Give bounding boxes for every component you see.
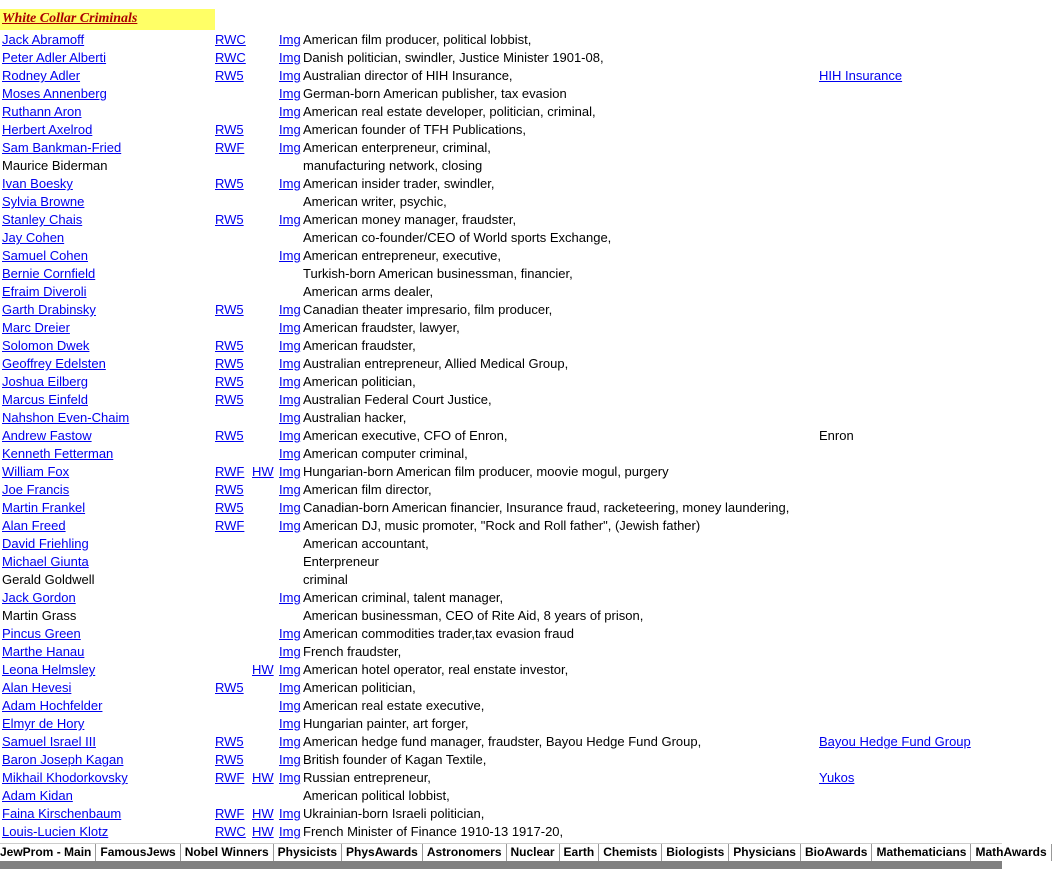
organization-label: Enron (819, 428, 854, 443)
person-description: American computer criminal, (303, 446, 468, 461)
person-name-link[interactable]: Pincus Green (2, 626, 81, 641)
img-link[interactable]: Img (279, 806, 301, 821)
rw-link[interactable]: RW5 (215, 734, 244, 749)
person-name-link[interactable]: Stanley Chais (2, 212, 83, 227)
rw-link[interactable]: RW5 (215, 428, 244, 443)
person-name-link[interactable]: Joshua Eilberg (2, 374, 88, 389)
nav-item[interactable]: MathAwards (971, 844, 1051, 861)
person-description: Australian entrepreneur, Allied Medical Group, (303, 356, 569, 371)
person-name-link[interactable]: Adam Kidan (2, 788, 73, 803)
nav-item[interactable]: Physicists (274, 844, 342, 861)
person-name-link[interactable]: Faina Kirschenbaum (2, 806, 122, 821)
table-row (0, 337, 1002, 355)
person-name-link[interactable]: Marc Dreier (2, 320, 70, 335)
table-row (0, 607, 1002, 625)
person-description: Hungarian painter, art forger, (303, 716, 469, 731)
person-name-link[interactable]: Peter Adler Alberti (2, 50, 107, 65)
nav-item[interactable]: Nuclear (507, 844, 560, 861)
person-name-link[interactable]: Nahshon Even-Chaim (2, 410, 130, 425)
table-row (0, 517, 1002, 535)
rw-link[interactable]: RWC (215, 50, 246, 65)
table-row (0, 67, 1002, 85)
person-description: American money manager, fraudster, (303, 212, 517, 227)
table-row (0, 697, 1002, 715)
img-link[interactable]: Img (279, 446, 301, 461)
hw-link[interactable]: HW (252, 662, 274, 677)
nav-item[interactable]: Astronomers (423, 844, 507, 861)
table-row (0, 643, 1002, 661)
person-description: American politician, (303, 374, 416, 389)
table-row (0, 355, 1002, 373)
person-name-link[interactable]: David Friehling (2, 536, 89, 551)
rw-link[interactable]: RW5 (215, 500, 244, 515)
person-name-link[interactable]: Louis-Lucien Klotz (2, 824, 109, 839)
table-row (0, 121, 1002, 139)
person-description: American founder of TFH Publications, (303, 122, 527, 137)
img-link[interactable]: Img (279, 32, 301, 47)
img-link[interactable]: Img (279, 428, 301, 443)
person-description: French Minister of Finance 1910-13 1917-20, (303, 824, 564, 839)
img-link[interactable]: Img (279, 410, 301, 425)
person-name-link[interactable]: Ivan Boesky (2, 176, 73, 191)
person-name-link[interactable]: Adam Hochfelder (2, 698, 103, 713)
person-name-link[interactable]: Samuel Cohen (2, 248, 88, 263)
nav-item[interactable]: BioAwards (801, 844, 872, 861)
rw-link[interactable]: RWF (215, 140, 245, 155)
table-row (0, 265, 1002, 283)
person-name-link[interactable]: Martin Frankel (2, 500, 86, 515)
img-link[interactable]: Img (279, 680, 301, 695)
img-link[interactable]: Img (279, 50, 301, 65)
person-name-link[interactable]: William Fox (2, 464, 70, 479)
rw-link[interactable]: RW5 (215, 752, 244, 767)
person-description: Russian entrepreneur, (303, 770, 431, 785)
table-row (0, 85, 1002, 103)
person-description: Ukrainian-born Israeli politician, (303, 806, 485, 821)
nav-item[interactable]: Chemists (599, 844, 662, 861)
organization-link[interactable]: Yukos (819, 770, 855, 785)
img-link[interactable]: Img (279, 86, 301, 101)
person-description: Australian hacker, (303, 410, 407, 425)
img-link[interactable]: Img (279, 374, 301, 389)
person-description: American arms dealer, (303, 284, 434, 299)
rw-link[interactable]: RW5 (215, 680, 244, 695)
nav-item[interactable]: Biologists (662, 844, 729, 861)
img-link[interactable]: Img (279, 716, 301, 731)
table-row (0, 229, 1002, 247)
nav-item[interactable]: Earth (560, 844, 600, 861)
person-name-link[interactable]: Alan Hevesi (2, 680, 72, 695)
img-link[interactable]: Img (279, 824, 301, 839)
rw-link[interactable]: RW5 (215, 338, 244, 353)
table-row (0, 247, 1002, 265)
person-name-link[interactable]: Alan Freed (2, 518, 66, 533)
img-link[interactable]: Img (279, 662, 301, 677)
table-row (0, 823, 1002, 841)
person-name-link[interactable]: Sam Bankman-Fried (2, 140, 122, 155)
person-name-link[interactable]: Bernie Cornfield (2, 266, 96, 281)
rw-link[interactable]: RWF (215, 518, 245, 533)
table-row (0, 31, 1002, 49)
img-link[interactable]: Img (279, 248, 301, 263)
person-description: American criminal, talent manager, (303, 590, 504, 605)
table-row (0, 409, 1002, 427)
rw-link[interactable]: RW5 (215, 356, 244, 371)
person-description: American politician, (303, 680, 416, 695)
person-description: American political lobbist, (303, 788, 450, 803)
nav-list (0, 844, 1052, 861)
table-row (0, 139, 1002, 157)
section-title-box (0, 9, 215, 30)
person-name-link[interactable]: Mikhail Khodorkovsky (2, 770, 128, 785)
rw-link[interactable]: RW5 (215, 176, 244, 191)
rw-link[interactable]: RW5 (215, 374, 244, 389)
rw-link[interactable]: RWF (215, 464, 245, 479)
img-link[interactable]: Img (279, 644, 301, 659)
person-description: American hotel operator, real enstate investor, (303, 662, 569, 677)
img-link[interactable]: Img (279, 518, 301, 533)
img-link[interactable]: Img (279, 698, 301, 713)
person-name-link[interactable]: Elmyr de Hory (2, 716, 85, 731)
nav-item[interactable]: Mathematicians (872, 844, 971, 861)
rw-link[interactable]: RW5 (215, 68, 244, 83)
person-description: American accountant, (303, 536, 429, 551)
img-link[interactable]: Img (279, 68, 301, 83)
nav-item[interactable]: Nobel Winners (181, 844, 274, 861)
img-link[interactable]: Img (279, 212, 301, 227)
img-link[interactable]: Img (279, 590, 301, 605)
table-row (0, 625, 1002, 643)
table-row (0, 589, 1002, 607)
person-description: Australian Federal Court Justice, (303, 392, 492, 407)
person-name-link[interactable]: Rodney Adler (2, 68, 81, 83)
img-link[interactable]: Img (279, 734, 301, 749)
person-description: American hedge fund manager, fraudster, Bayou Hedge Fund Group, (303, 734, 702, 749)
nav-item[interactable]: JewProm - Main (0, 844, 96, 861)
person-name-link[interactable]: Leona Helmsley (2, 662, 96, 677)
bottom-nav-bar (0, 843, 1047, 861)
person-description: British founder of Kagan Textile, (303, 752, 487, 767)
table-row (0, 805, 1002, 823)
table-row (0, 679, 1002, 697)
person-description: Danish politician, swindler, Justice Minister 1901-08, (303, 50, 604, 65)
person-name-link[interactable]: Marcus Einfeld (2, 392, 88, 407)
nav-item[interactable]: PhysAwards (342, 844, 423, 861)
person-list (0, 31, 1002, 841)
organization-link[interactable]: Bayou Hedge Fund Group (819, 734, 971, 749)
person-description: German-born American publisher, tax evasion (303, 86, 567, 101)
table-row (0, 211, 1002, 229)
person-description: American fraudster, (303, 338, 416, 353)
table-row (0, 661, 1002, 679)
person-description: Canadian-born American financier, Insurance fraud, racketeering, money laundering, (303, 500, 790, 515)
nav-item[interactable]: Physicians (729, 844, 801, 861)
img-link[interactable]: Img (279, 500, 301, 515)
hw-link[interactable]: HW (252, 824, 274, 839)
rw-link[interactable]: RW5 (215, 122, 244, 137)
img-link[interactable]: Img (279, 302, 301, 317)
table-row (0, 427, 1002, 445)
img-link[interactable]: Img (279, 338, 301, 353)
table-row (0, 481, 1002, 499)
rw-link[interactable]: RW5 (215, 212, 244, 227)
person-name-link[interactable]: Moses Annenberg (2, 86, 107, 101)
person-description: Canadian theater impresario, film producer, (303, 302, 553, 317)
table-row (0, 787, 1002, 805)
horizontal-scrollbar[interactable] (0, 861, 1002, 869)
person-description: American businessman, CEO of Rite Aid, 8 years of prison, (303, 608, 644, 623)
person-description: American fraudster, lawyer, (303, 320, 460, 335)
person-description: American real estate executive, (303, 698, 485, 713)
table-row (0, 553, 1002, 571)
person-description: criminal (303, 572, 348, 587)
table-row (0, 535, 1002, 553)
person-name-link[interactable]: Jack Gordon (2, 590, 76, 605)
person-name-link[interactable]: Efraim Diveroli (2, 284, 87, 299)
hw-link[interactable]: HW (252, 464, 274, 479)
img-link[interactable]: Img (279, 140, 301, 155)
person-name-link[interactable]: Baron Joseph Kagan (2, 752, 124, 767)
person-name-link[interactable]: Kenneth Fetterman (2, 446, 114, 461)
person-name-link[interactable]: Samuel Israel III (2, 734, 96, 749)
img-link[interactable]: Img (279, 482, 301, 497)
rw-link[interactable]: RW5 (215, 302, 244, 317)
table-row (0, 283, 1002, 301)
table-row (0, 571, 1002, 589)
rw-link[interactable]: RWC (215, 824, 246, 839)
table-row (0, 193, 1002, 211)
table-row (0, 715, 1002, 733)
rw-link[interactable]: RW5 (215, 482, 244, 497)
table-row (0, 157, 1002, 175)
rw-link[interactable]: RWC (215, 32, 246, 47)
person-name-link[interactable]: Jay Cohen (2, 230, 65, 245)
person-description: Enterpreneur (303, 554, 379, 569)
person-name-link[interactable]: Geoffrey Edelsten (2, 356, 106, 371)
person-description: American entrepreneur, executive, (303, 248, 501, 263)
rw-link[interactable]: RW5 (215, 392, 244, 407)
person-description: Hungarian-born American film producer, moovie mogul, purgery (303, 464, 669, 479)
table-row (0, 49, 1002, 67)
organization-link[interactable]: HIH Insurance (819, 68, 903, 83)
img-link[interactable]: Img (279, 320, 301, 335)
person-name-link[interactable]: Marthe Hanau (2, 644, 85, 659)
img-link[interactable]: Img (279, 626, 301, 641)
table-row (0, 499, 1002, 517)
table-row (0, 733, 1002, 751)
person-description: American co-founder/CEO of World sports Exchange, (303, 230, 612, 245)
person-description: American real estate developer, politician, criminal, (303, 104, 596, 119)
person-name-link[interactable]: Ruthann Aron (2, 104, 82, 119)
person-name-link[interactable]: Joe Francis (2, 482, 70, 497)
img-link[interactable]: Img (279, 752, 301, 767)
person-description: American film director, (303, 482, 432, 497)
nav-item[interactable]: FamousJews (96, 844, 180, 861)
person-description: American commodities trader,tax evasion fraud (303, 626, 574, 641)
img-link[interactable]: Img (279, 464, 301, 479)
hw-link[interactable]: HW (252, 770, 274, 785)
person-description: American enterpreneur, criminal, (303, 140, 491, 155)
hw-link[interactable]: HW (252, 806, 274, 821)
img-link[interactable]: Img (279, 356, 301, 371)
person-description: French fraudster, (303, 644, 402, 659)
table-row (0, 301, 1002, 319)
person-name-link[interactable]: Herbert Axelrod (2, 122, 93, 137)
rw-link[interactable]: RWF (215, 770, 245, 785)
section-title-link[interactable]: White Collar Criminals (2, 11, 138, 26)
table-row (0, 445, 1002, 463)
person-name-link[interactable]: Jack Abramoff (2, 32, 85, 47)
table-row (0, 175, 1002, 193)
table-row (0, 319, 1002, 337)
person-description: American insider trader, swindler, (303, 176, 495, 191)
table-row (0, 391, 1002, 409)
person-description: American DJ, music promoter, "Rock and Roll father", (Jewish father) (303, 518, 701, 533)
person-description: Turkish-born American businessman, financier, (303, 266, 573, 281)
person-name-link[interactable]: Andrew Fastow (2, 428, 92, 443)
table-row (0, 769, 1002, 787)
img-link[interactable]: Img (279, 104, 301, 119)
person-description: manufacturing network, closing (303, 158, 483, 173)
person-description: American film producer, political lobbist, (303, 32, 532, 47)
img-link[interactable]: Img (279, 122, 301, 137)
person-name-link[interactable]: Sylvia Browne (2, 194, 85, 209)
img-link[interactable]: Img (279, 392, 301, 407)
person-name-link[interactable]: Solomon Dwek (2, 338, 90, 353)
person-name: Martin Grass (2, 608, 77, 623)
rw-link[interactable]: RWF (215, 806, 245, 821)
img-link[interactable]: Img (279, 770, 301, 785)
table-row (0, 751, 1002, 769)
img-link[interactable]: Img (279, 176, 301, 191)
table-row (0, 103, 1002, 121)
person-name: Gerald Goldwell (2, 572, 95, 587)
person-name: Maurice Biderman (2, 158, 108, 173)
person-name-link[interactable]: Garth Drabinsky (2, 302, 96, 317)
person-description: American writer, psychic, (303, 194, 447, 209)
table-row (0, 463, 1002, 481)
person-description: American executive, CFO of Enron, (303, 428, 508, 443)
table-row (0, 373, 1002, 391)
person-description: Australian director of HIH Insurance, (303, 68, 513, 83)
person-name-link[interactable]: Michael Giunta (2, 554, 89, 569)
